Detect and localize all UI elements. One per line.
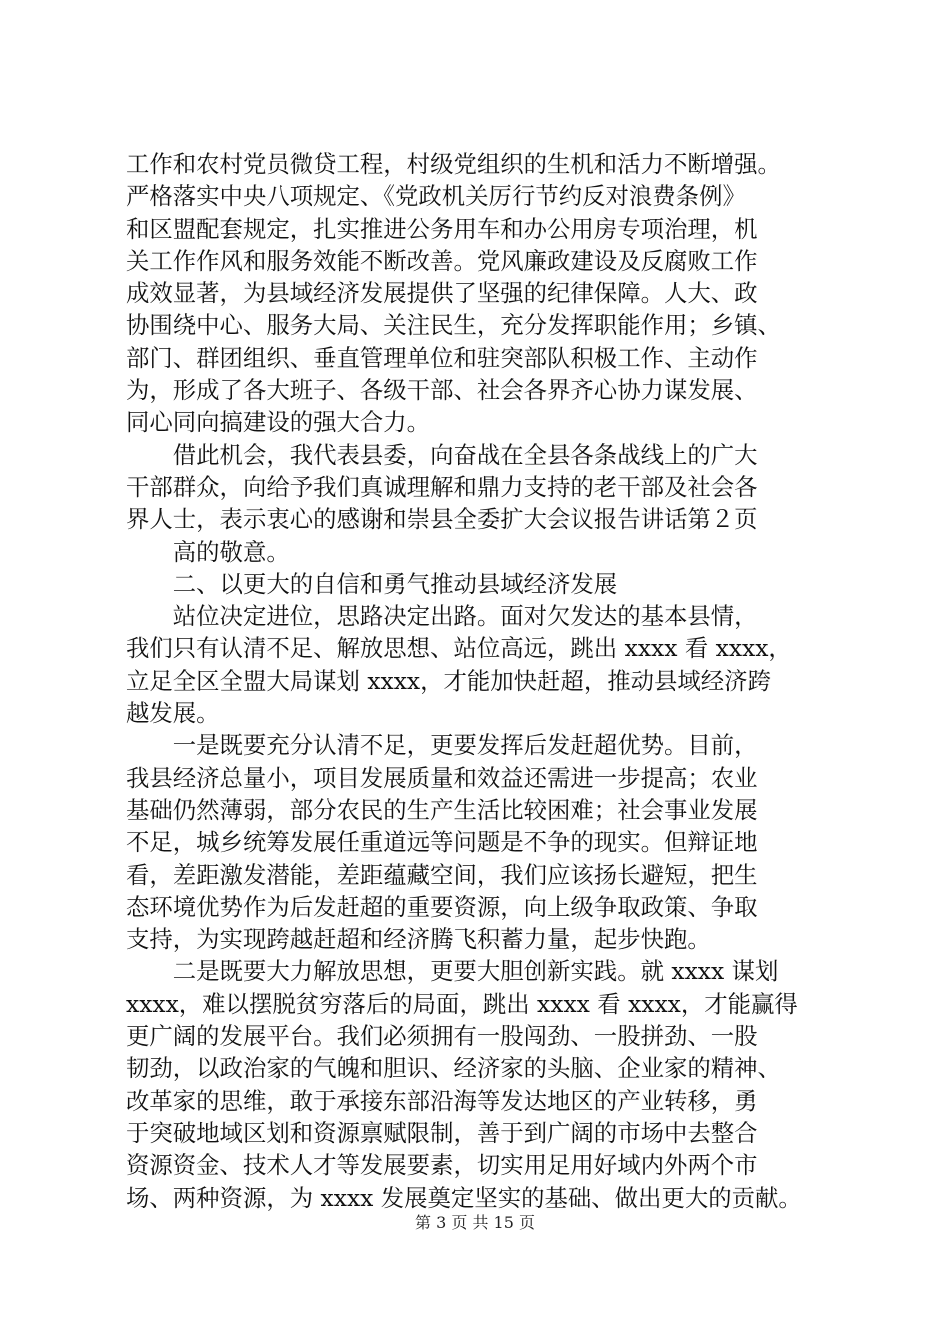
- text-line: 支持，为实现跨越赶超和经济腾飞积蓄力量，起步快跑。: [126, 925, 711, 954]
- text-line: 一是既要充分认清不足，更要发挥后发赶超优势。目前，: [126, 731, 758, 760]
- text-line: 高的敬意。: [126, 537, 290, 566]
- text-line: 越发展。: [126, 699, 220, 728]
- text-line: 基础仍然薄弱，部分农民的生产生活比较困难；社会事业发展: [126, 795, 758, 824]
- text-line: 我县经济总量小，项目发展质量和效益还需进一步提高；农业: [126, 763, 758, 792]
- text-line: 严格落实中央八项规定、《党政机关厉行节约反对浪费条例》: [126, 182, 746, 211]
- text-line: xxxx，难以摆脱贫穷落后的局面，跳出 xxxx 看 xxxx，才能赢得: [126, 989, 798, 1018]
- text-line: 借此机会，我代表县委，向奋战在全县各条战线上的广大: [126, 440, 758, 469]
- text-line: 为，形成了各大班子、各级干部、社会各界齐心协力谋发展、: [126, 376, 758, 405]
- text-line: 于突破地域区划和资源禀赋限制，善于到广阔的市场中去整合: [126, 1118, 758, 1147]
- text-line: 干部群众，向给予我们真诚理解和鼎力支持的老干部及社会各: [126, 472, 758, 501]
- text-line: 二是既要大力解放思想，更要大胆创新实践。就 xxxx 谋划: [126, 957, 779, 986]
- text-line: 同心同向搞建设的强大合力。: [126, 408, 431, 437]
- text-line: 和区盟配套规定，扎实推进公务用车和办公用房专项治理，机: [126, 214, 758, 243]
- text-line: 态环境优势作为后发赶超的重要资源，向上级争取政策、争取: [126, 892, 758, 921]
- text-line: 工作和农村党员微贷工程，村级党组织的生机和活力不断增强。: [126, 150, 781, 178]
- text-line: 我们只有认清不足、解放思想、站位高远，跳出 xxxx 看 xxxx，: [126, 634, 792, 663]
- page-footer: 第 3 页 共 15 页: [415, 1213, 535, 1232]
- text-line: 站位决定进位，思路决定出路。面对欠发达的基本县情，: [126, 602, 758, 631]
- text-line: 更广阔的发展平台。我们必须拥有一股闯劲、一股拼劲、一股: [126, 1022, 758, 1051]
- text-line: 二、以更大的自信和勇气推动县域经济发展: [126, 569, 618, 598]
- text-line: 关工作作风和服务效能不断改善。党风廉政建设及反腐败工作: [126, 246, 758, 275]
- text-line: 不足，城乡统筹发展任重道远等问题是不争的现实。但辩证地: [126, 828, 758, 857]
- text-line: 立足全区全盟大局谋划 xxxx，才能加快赶超，推动县域经济跨: [126, 666, 771, 695]
- document-body: [126, 148, 856, 1214]
- text-line: 资源资金、技术人才等发展要素，切实用足用好域内外两个市: [126, 1151, 758, 1180]
- text-line: 协围绕中心、服务大局、关注民生，充分发挥职能作用；乡镇、: [126, 311, 781, 340]
- text-line: 韧劲，以政治家的气魄和胆识、经济家的头脑、企业家的精神、: [126, 1054, 781, 1083]
- text-line: 场、两种资源，为 xxxx 发展奠定坚实的基础、做出更大的贡献。: [126, 1183, 802, 1212]
- text-line: 看，差距激发潜能，差距蕴藏空间，我们应该扬长避短，把生: [126, 860, 758, 889]
- text-line: 成效显著，为县域经济发展提供了坚强的纪律保障。人大、政: [126, 279, 758, 308]
- text-line: 界人士，表示衷心的感谢和崇县全委扩大会议报告讲话第２页: [126, 505, 758, 534]
- text-line: 改革家的思维，敢于承接东部沿海等发达地区的产业转移，勇: [126, 1086, 758, 1115]
- text-line: 部门、群团组织、垂直管理单位和驻突部队积极工作、主动作: [126, 343, 758, 372]
